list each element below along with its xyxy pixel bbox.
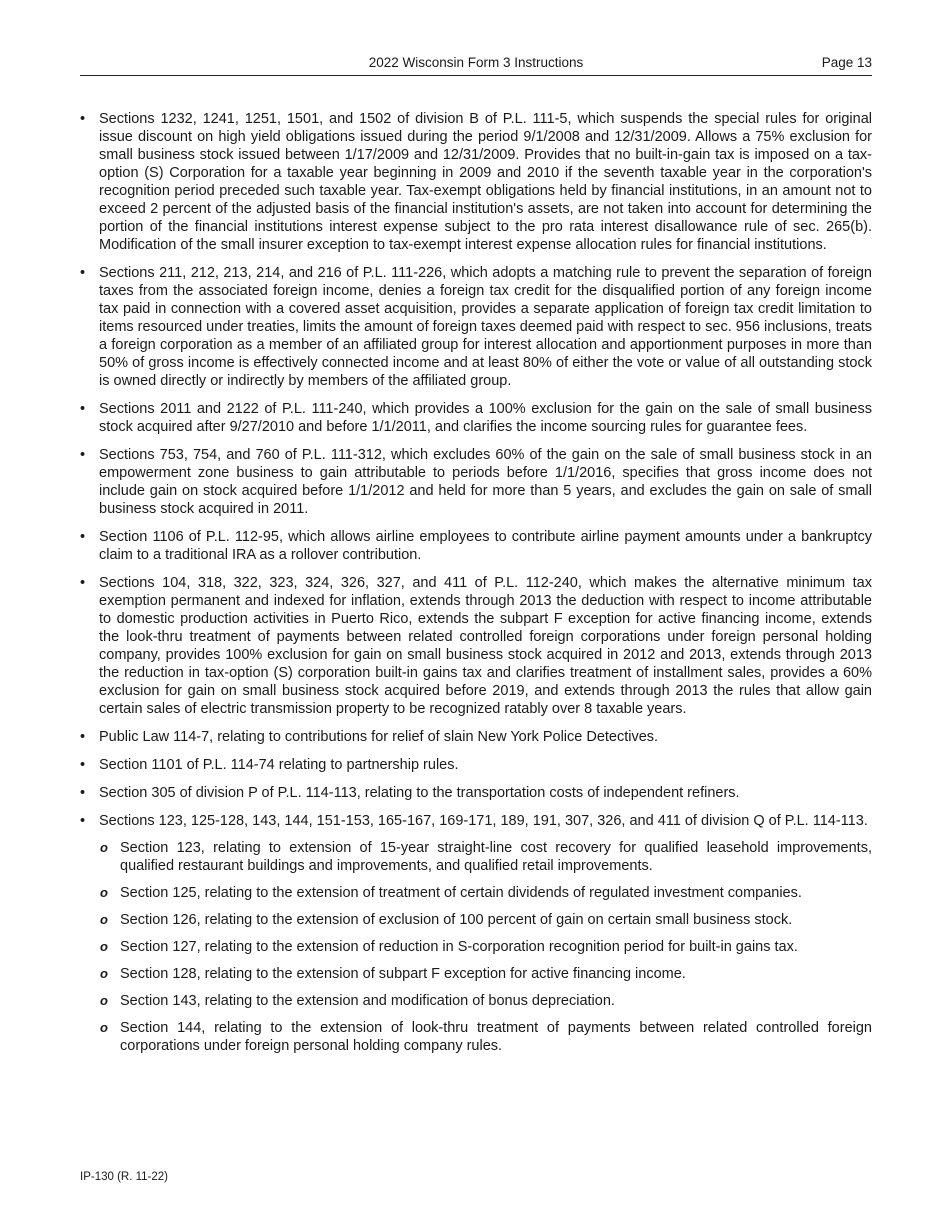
sub-bullet-icon: o	[100, 912, 108, 927]
bullet-icon: •	[80, 265, 86, 281]
list-item	[80, 400, 872, 436]
list-item-text: Section 305 of division P of P.L. 114-113, relating to the transportation costs of independent refiners.	[99, 785, 740, 801]
list-item-text: Sections 753, 754, and 760 of P.L. 111-312, which excludes 60% of the gain on the sale of small business stock in an empowerment zone business to gain attributable to periods before 1/1/2016, specifies that gross income does not include gain on stock acquired before 1/1/2012 and held for more than 5 years, and excludes the gain on sale of small business stock acquired in 2011.	[99, 447, 872, 517]
sub-list-item	[99, 992, 872, 1010]
list-item-text: Sections 2011 and 2122 of P.L. 111-240, which provides a 100% exclusion for the gain on the sale of small business stock acquired after 9/27/2010 and before 1/1/2011, and clarifies the income sourcing rules for guarantee fees.	[99, 401, 872, 435]
sub-list-item	[99, 884, 872, 902]
list-item-text: Sections 211, 212, 213, 214, and 216 of P.L. 111-226, which adopts a matching rule to prevent the separation of foreign taxes from the associated foreign income, denies a foreign tax credit for the disqualified portion of any foreign income tax paid in connection with a covered asset acquisition, provides a separate application of foreign tax credit limitation to items resourced under treaties, limits the amount of foreign taxes deemed paid with respect to sec. 956 inclusions, treats a foreign corporation as a member of an affiliated group for interest allocation and apportionment purposes in more than 50% of gross income is effectively connected income and at least 80% of either the vote or value of all outstanding stock is owned directly or indirectly by members of the affiliated group.	[99, 265, 872, 389]
sub-list-item-text: Section 144, relating to the extension of look-thru treatment of payments between related controlled foreign corporations under foreign personal holding company rules.	[120, 1020, 872, 1054]
list-item	[80, 574, 872, 718]
list-item	[80, 756, 872, 774]
bullet-icon: •	[80, 785, 86, 801]
list-item-text: Sections 1232, 1241, 1251, 1501, and 1502 of division B of P.L. 111-5, which suspends the special rules for original issue discount on high yield obligations issued during the period 9/1/2008 and 12/31/2009. Allows a 75% exclusion for small business stock issued between 1/17/2009 and 12/31/2009. Provides that no built-in-gain tax is imposed on a tax-option (S) Corporation for a taxable year beginning in 2009 and 2010 if the seventh taxable year in the corporation's recognition period preceded such taxable year. Tax-exempt obligations held by financial institutions, in an amount not to exceed 2 percent of the adjusted basis of the financial institution's assets, are not taken into account for determining the portion of the financial institutions interest expense subject to the pro rata interest disallowance rule of sec. 265(b). Modification of the small insurer exception to tax-exempt interest expense allocation rules for financial institutions.	[99, 111, 872, 253]
sub-list-item-text: Section 126, relating to the extension of exclusion of 100 percent of gain on certain small business stock.	[120, 912, 793, 928]
form-id-footer: IP-130 (R. 11-22)	[80, 1171, 168, 1183]
list-item	[80, 446, 872, 518]
list-item-text: Sections 123, 125-128, 143, 144, 151-153, 165-167, 169-171, 189, 191, 307, 326, and 411 of division Q of P.L. 114-113.	[99, 813, 868, 829]
main-content	[80, 110, 872, 1065]
sub-list-item	[99, 938, 872, 956]
list-item	[80, 784, 872, 802]
sub-list-item	[99, 965, 872, 983]
list-item-text: Public Law 114-7, relating to contributions for relief of slain New York Police Detectives.	[99, 729, 659, 745]
sub-list-item-text: Section 125, relating to the extension of treatment of certain dividends of regulated investment companies.	[120, 885, 802, 901]
sub-list-item-text: Section 127, relating to the extension of reduction in S-corporation recognition period for built-in gains tax.	[120, 939, 798, 955]
bullet-icon: •	[80, 401, 86, 417]
list-item-text: Sections 104, 318, 322, 323, 324, 326, 327, and 411 of P.L. 112-240, which makes the alternative minimum tax exemption permanent and indexed for inflation, extends through 2013 the deduction with respect to income attributable to domestic production activities in Puerto Rico, extends the subpart F exception for active financing income, extends the look-thru treatment of payments between related controlled foreign corporations under foreign personal holding company, provides 100% exclusion for gain on small business stock acquired in 2012 and 2013, extends through 2013 the reduction in tax-option (S) corporation built-in gains tax and clarifies treatment of installment sales, provides a 60% exclusion for gain on small business stock acquired before 2019, and extends through 2013 the rules that allow gain certain sales of electric transmission property to be recognized ratably over 8 taxable years.	[99, 575, 872, 717]
sub-list-item	[99, 911, 872, 929]
bullet-icon: •	[80, 729, 86, 745]
list-item-text: Section 1106 of P.L. 112-95, which allows airline employees to contribute airline payment amounts under a bankruptcy claim to a traditional IRA as a rollover contribution.	[99, 529, 872, 563]
bullet-icon: •	[80, 575, 86, 591]
sub-list-item-text: Section 143, relating to the extension and modification of bonus depreciation.	[120, 993, 615, 1009]
sub-bullet-icon: o	[100, 885, 108, 900]
list-item	[80, 728, 872, 746]
law-list	[80, 110, 872, 1055]
sub-bullet-icon: o	[100, 840, 108, 855]
list-item	[80, 528, 872, 564]
bullet-icon: •	[80, 111, 86, 127]
sub-list-item	[99, 1019, 872, 1055]
page-header	[80, 55, 872, 76]
bullet-icon: •	[80, 757, 86, 773]
list-item	[80, 812, 872, 1055]
sub-bullet-icon: o	[100, 966, 108, 981]
sub-list-item	[99, 839, 872, 875]
sub-list-item-text: Section 123, relating to extension of 15-year straight-line cost recovery for qualified leasehold improvements, qualified restaurant buildings and improvements, and qualified retail improvements.	[120, 840, 872, 874]
sub-bullet-icon: o	[100, 993, 108, 1008]
sub-list-item-text: Section 128, relating to the extension of subpart F exception for active financing income.	[120, 966, 686, 982]
list-item	[80, 110, 872, 254]
bullet-icon: •	[80, 813, 86, 829]
page-number: Page 13	[821, 55, 872, 70]
sub-bullet-icon: o	[100, 939, 108, 954]
document-title: 2022 Wisconsin Form 3 Instructions	[368, 55, 584, 70]
sub-list	[99, 839, 872, 1055]
bullet-icon: •	[80, 529, 86, 545]
sub-bullet-icon: o	[100, 1020, 108, 1035]
list-item	[80, 264, 872, 390]
bullet-icon: •	[80, 447, 86, 463]
list-item-text: Section 1101 of P.L. 114-74 relating to partnership rules.	[99, 757, 459, 773]
